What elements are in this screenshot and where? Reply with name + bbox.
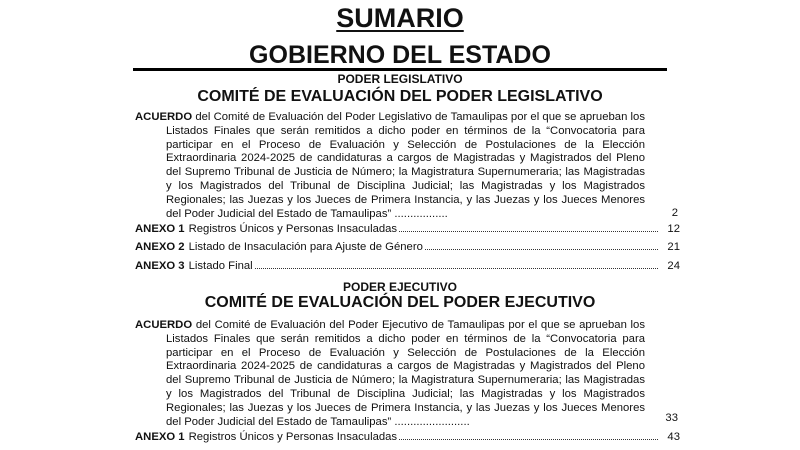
annex-title: Listado Final xyxy=(188,260,253,272)
dot-leader xyxy=(399,231,658,232)
legislative-agreement-page: 2 xyxy=(671,207,678,219)
dot-leader xyxy=(399,439,658,440)
annex-page: 12 xyxy=(667,223,680,235)
agreement-text: del Comité de Evaluación del Poder Ejecutivo de Tamaulipas por el que se aprueban los Listados Finales que serán remitidos a dicho poder en términos de la “Convocatoria para participar en el Proceso de Evaluación y Selección de Postulaciones de la Elección Extraordinaria 2024-2025 de candidaturas a cargos de Magistradas y Magistrados del Pleno del Supremo Tribunal de Justicia de Número; la Magistratura Supernumeraria; las Magistradas y los Magistrados del Tribunal de Disciplina Judicial; las Magistradas y los Magistrados Regionales; las Juezas y los Jueces de Primera Instancia, y las Juezas y los Jueces Menores del Poder Judicial del Estado de Tamaulipas” xyxy=(166,319,645,428)
executive-agreement-page: 33 xyxy=(665,412,678,424)
annex-label: ANEXO 2 xyxy=(135,241,185,253)
heading-rule xyxy=(133,68,667,71)
agreement-text: del Comité de Evaluación del Poder Legislativo de Tamaulipas por el que se aprueban los Listados Finales que serán remitidos a dicho poder en términos de la “Convocatoria para participar en el Proceso de Evaluación y Selección de Postulaciones de la Elección Extraordinaria 2024-2025 de candidaturas a cargos de Magistradas y Magistrados del Pleno del Supremo Tribunal de Justicia de Número; la Magistratura Supernumeraria; las Magistradas y los Magistrados del Tribunal de Disciplina Judicial; las Magistradas y los Magistrados Regionales; las Juezas y los Jueces de Primera Instancia, y las Juezas y los Jueces Menores del Poder Judicial del Estado de Tamaulipas” xyxy=(166,111,645,220)
page-leader: ........................ xyxy=(391,415,470,428)
annex-label: ANEXO 1 xyxy=(135,431,185,443)
annex-label: ANEXO 3 xyxy=(135,260,185,272)
dot-leader xyxy=(425,249,658,250)
legislative-annex-1[interactable] xyxy=(135,222,680,236)
document-title: SUMARIO xyxy=(336,3,464,33)
legislative-committee-heading: COMITÉ DE EVALUACIÓN DEL PODER LEGISLATIVO xyxy=(197,88,603,105)
annex-page: 21 xyxy=(667,241,680,253)
annex-label: ANEXO 1 xyxy=(135,223,185,235)
legislative-annex-3[interactable] xyxy=(135,259,680,273)
annex-page: 24 xyxy=(667,260,680,272)
page-leader: ................. xyxy=(391,207,448,220)
agreement-label: ACUERDO xyxy=(135,319,193,331)
legislative-agreement[interactable] xyxy=(135,111,645,221)
annex-title: Registros Únicos y Personas Insaculadas xyxy=(188,223,398,235)
annex-page: 43 xyxy=(667,431,680,443)
annex-title: Registros Únicos y Personas Insaculadas xyxy=(188,431,398,443)
legislative-annex-2[interactable] xyxy=(135,240,680,254)
legislative-branch-heading: PODER LEGISLATIVO xyxy=(337,72,463,86)
annex-title: Listado de Insaculación para Ajuste de Género xyxy=(188,241,423,253)
dot-leader xyxy=(255,268,658,269)
agreement-label: ACUERDO xyxy=(135,111,193,123)
executive-committee-heading: COMITÉ DE EVALUACIÓN DEL PODER EJECUTIVO xyxy=(204,294,596,311)
executive-agreement[interactable] xyxy=(135,319,645,429)
executive-annex-1[interactable] xyxy=(135,430,680,444)
government-heading: GOBIERNO DEL ESTADO xyxy=(249,41,551,69)
executive-branch-heading: PODER EJECUTIVO xyxy=(342,280,458,294)
